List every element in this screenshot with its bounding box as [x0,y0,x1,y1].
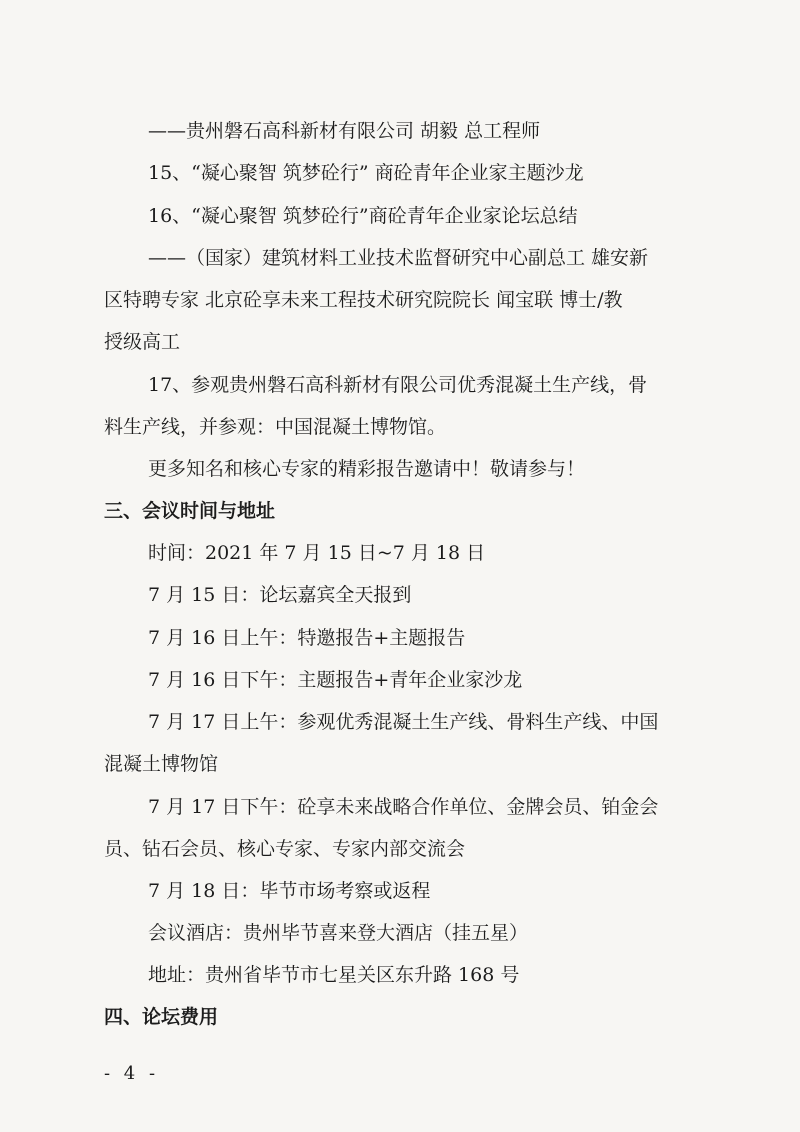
section-4-heading: 四、论坛费用 [104,1006,219,1028]
schedule-july-16-am: 7 月 16 日上午：特邀报告+主题报告 [148,627,466,649]
schedule-july-16-pm: 7 月 16 日下午：主题报告+青年企业家沙龙 [148,669,523,691]
schedule-time: 时间：2021 年 7 月 15 日~7 月 18 日 [148,542,486,564]
page-number: - 4 - [104,1063,160,1084]
schedule-july-15: 7 月 15 日：论坛嘉宾全天报到 [148,584,412,606]
agenda-item-16: 16、“凝心聚智 筑梦砼行”商砼青年企业家论坛总结 [148,205,578,227]
agenda-item-15: 15、“凝心聚智 筑梦砼行” 商砼青年企业家主题沙龙 [148,162,584,184]
speaker-line-wen-baolian-3: 授级高工 [104,331,181,353]
invitation-note: 更多知名和核心专家的精彩报告邀请中！敬请参与！ [148,458,586,480]
conference-address: 地址：贵州省毕节市七星关区东升路 168 号 [148,964,520,986]
schedule-july-17-am-line-1: 7 月 17 日上午：参观优秀混凝土生产线、骨料生产线、中国 [148,711,659,733]
agenda-item-17-line-1: 17、参观贵州磐石高科新材有限公司优秀混凝土生产线，骨 [148,374,648,396]
schedule-july-17-pm-line-1: 7 月 17 日下午：砼享未来战略合作单位、金牌会员、铂金会 [148,796,659,818]
schedule-july-18: 7 月 18 日：毕节市场考察或返程 [148,880,431,902]
speaker-line-wen-baolian-1: ——（国家）建筑材料工业技术监督研究中心副总工 雄安新 [148,247,649,269]
agenda-item-17-line-2: 料生产线，并参观：中国混凝土博物馆。 [104,416,447,438]
schedule-july-17-pm-line-2: 员、钻石会员、核心专家、专家内部交流会 [104,838,466,860]
speaker-line-wen-baolian-2: 区特聘专家 北京砼享未来工程技术研究院院长 闻宝联 博士/教 [104,289,623,311]
section-3-heading: 三、会议时间与地址 [104,500,276,522]
schedule-july-17-am-line-2: 混凝土博物馆 [104,753,219,775]
conference-hotel: 会议酒店：贵州毕节喜来登大酒店（挂五星） [148,922,529,944]
speaker-line-hu-yi: ——贵州磐石高科新材有限公司 胡毅 总工程师 [148,120,541,142]
